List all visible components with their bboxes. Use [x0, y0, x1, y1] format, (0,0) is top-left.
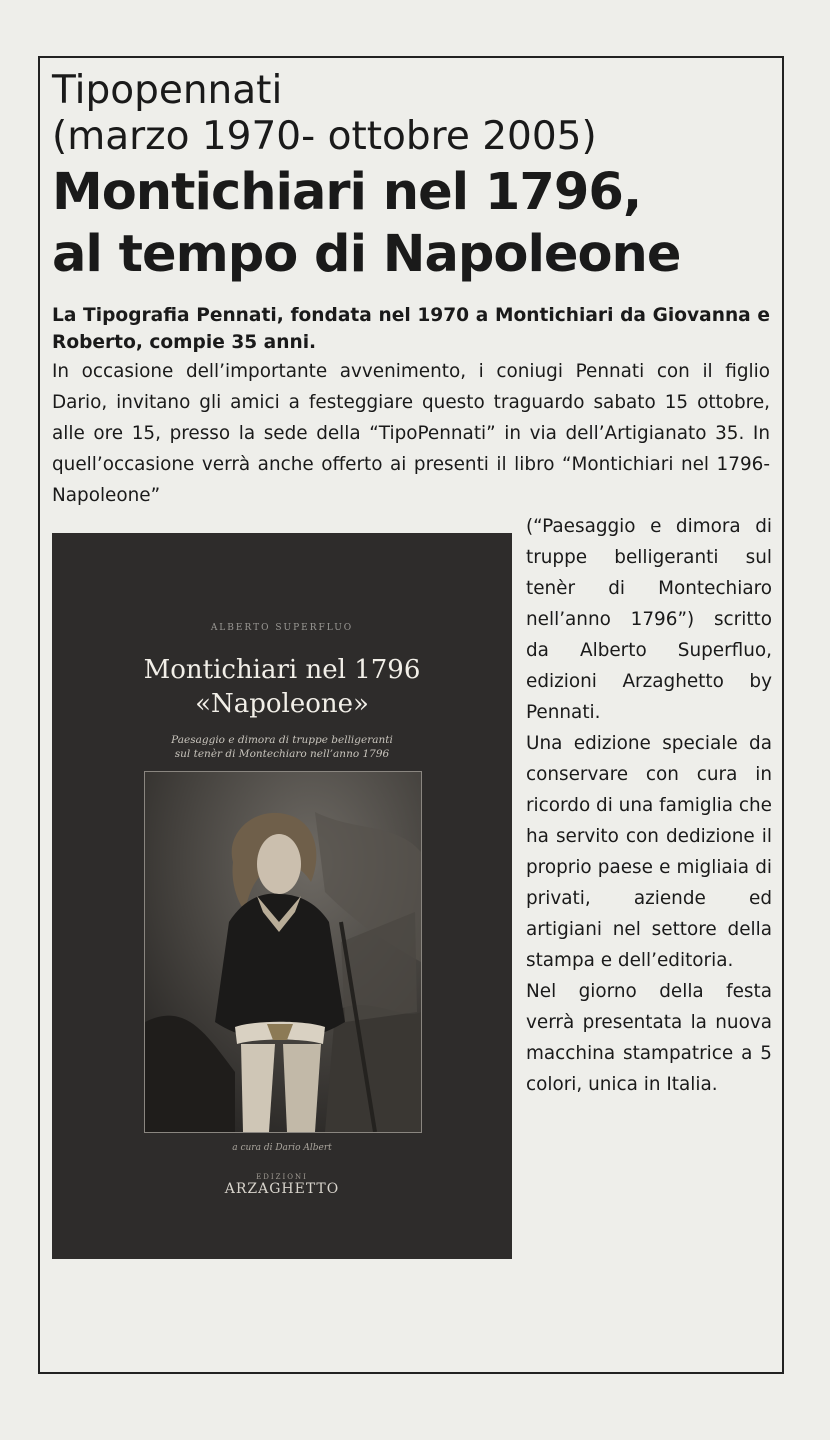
- article-frame: [38, 56, 784, 1374]
- cover-title-line-1: Montichiari nel 1796: [143, 655, 421, 685]
- kicker-line-1: Tipopennati: [52, 68, 283, 113]
- headline-line-2: al tempo di Napoleone: [52, 225, 681, 284]
- side-paragraph-2: Una edizione speciale da conservare con cura in ricordo di una famiglia che ha servito con dedizione il proprio paese e migliaia di privati, aziende ed artigiani nel settore della stampa e dell’editoria.: [526, 733, 772, 971]
- cover-author: ALBERTO SUPERFLUO: [210, 623, 354, 633]
- cover-subtitle-line-1: Paesaggio e dimora di truppe belligeranti: [171, 734, 393, 746]
- cover-publisher-top: EDIZIONI: [256, 1173, 308, 1181]
- headline: [52, 162, 770, 286]
- lead-paragraph: La Tipografia Pennati, fondata nel 1970 a Montichiari da Giovanna e Roberto, compie 35 anni.: [52, 305, 770, 353]
- napoleon-portrait-drawing: [145, 772, 421, 1132]
- napoleon-portrait: [144, 771, 422, 1133]
- cover-curator: a cura di Dario Albert: [232, 1143, 332, 1153]
- cover-title: [52, 653, 512, 721]
- cover-subtitle-line-2: sul tenèr di Montechiaro nell’anno 1796: [174, 748, 390, 760]
- kicker: [52, 68, 770, 160]
- cover-publisher-name: ARZAGHETTO: [224, 1181, 340, 1197]
- side-paragraph-1: (“Paesaggio e dimora di truppe belligeranti sul tenèr di Montechiaro nell’anno 1796”) scritto da Alberto Superfluo, edizioni Arzaghetto by Pennati.: [526, 516, 772, 723]
- cover-publisher: [52, 1173, 512, 1197]
- cover-title-line-2: «Napoleone»: [195, 689, 369, 719]
- cover-subtitle: [52, 733, 512, 761]
- lower-section: [52, 511, 770, 1271]
- headline-line-1: Montichiari nel 1796,: [52, 163, 642, 222]
- body-intro-paragraph: In occasione dell’importante avvenimento, i coniugi Pennati con il figlio Dario, invitano gli amici a festeggiare questo traguardo sabato 15 ottobre, alle ore 15, presso la sede della “TipoPennati” in via dell’Artigianato 35. In quell’occasione verrà anche offerto ai presenti il libro “Montichiari nel 1796-Napoleone”: [52, 361, 770, 506]
- kicker-line-2: (marzo 1970- ottobre 2005): [52, 114, 597, 159]
- side-column: [526, 511, 772, 1100]
- book-cover-image: [52, 533, 512, 1259]
- side-paragraph-3: Nel giorno della festa verrà presentata la nuova macchina stampatrice a 5 colori, unica in Italia.: [526, 981, 772, 1095]
